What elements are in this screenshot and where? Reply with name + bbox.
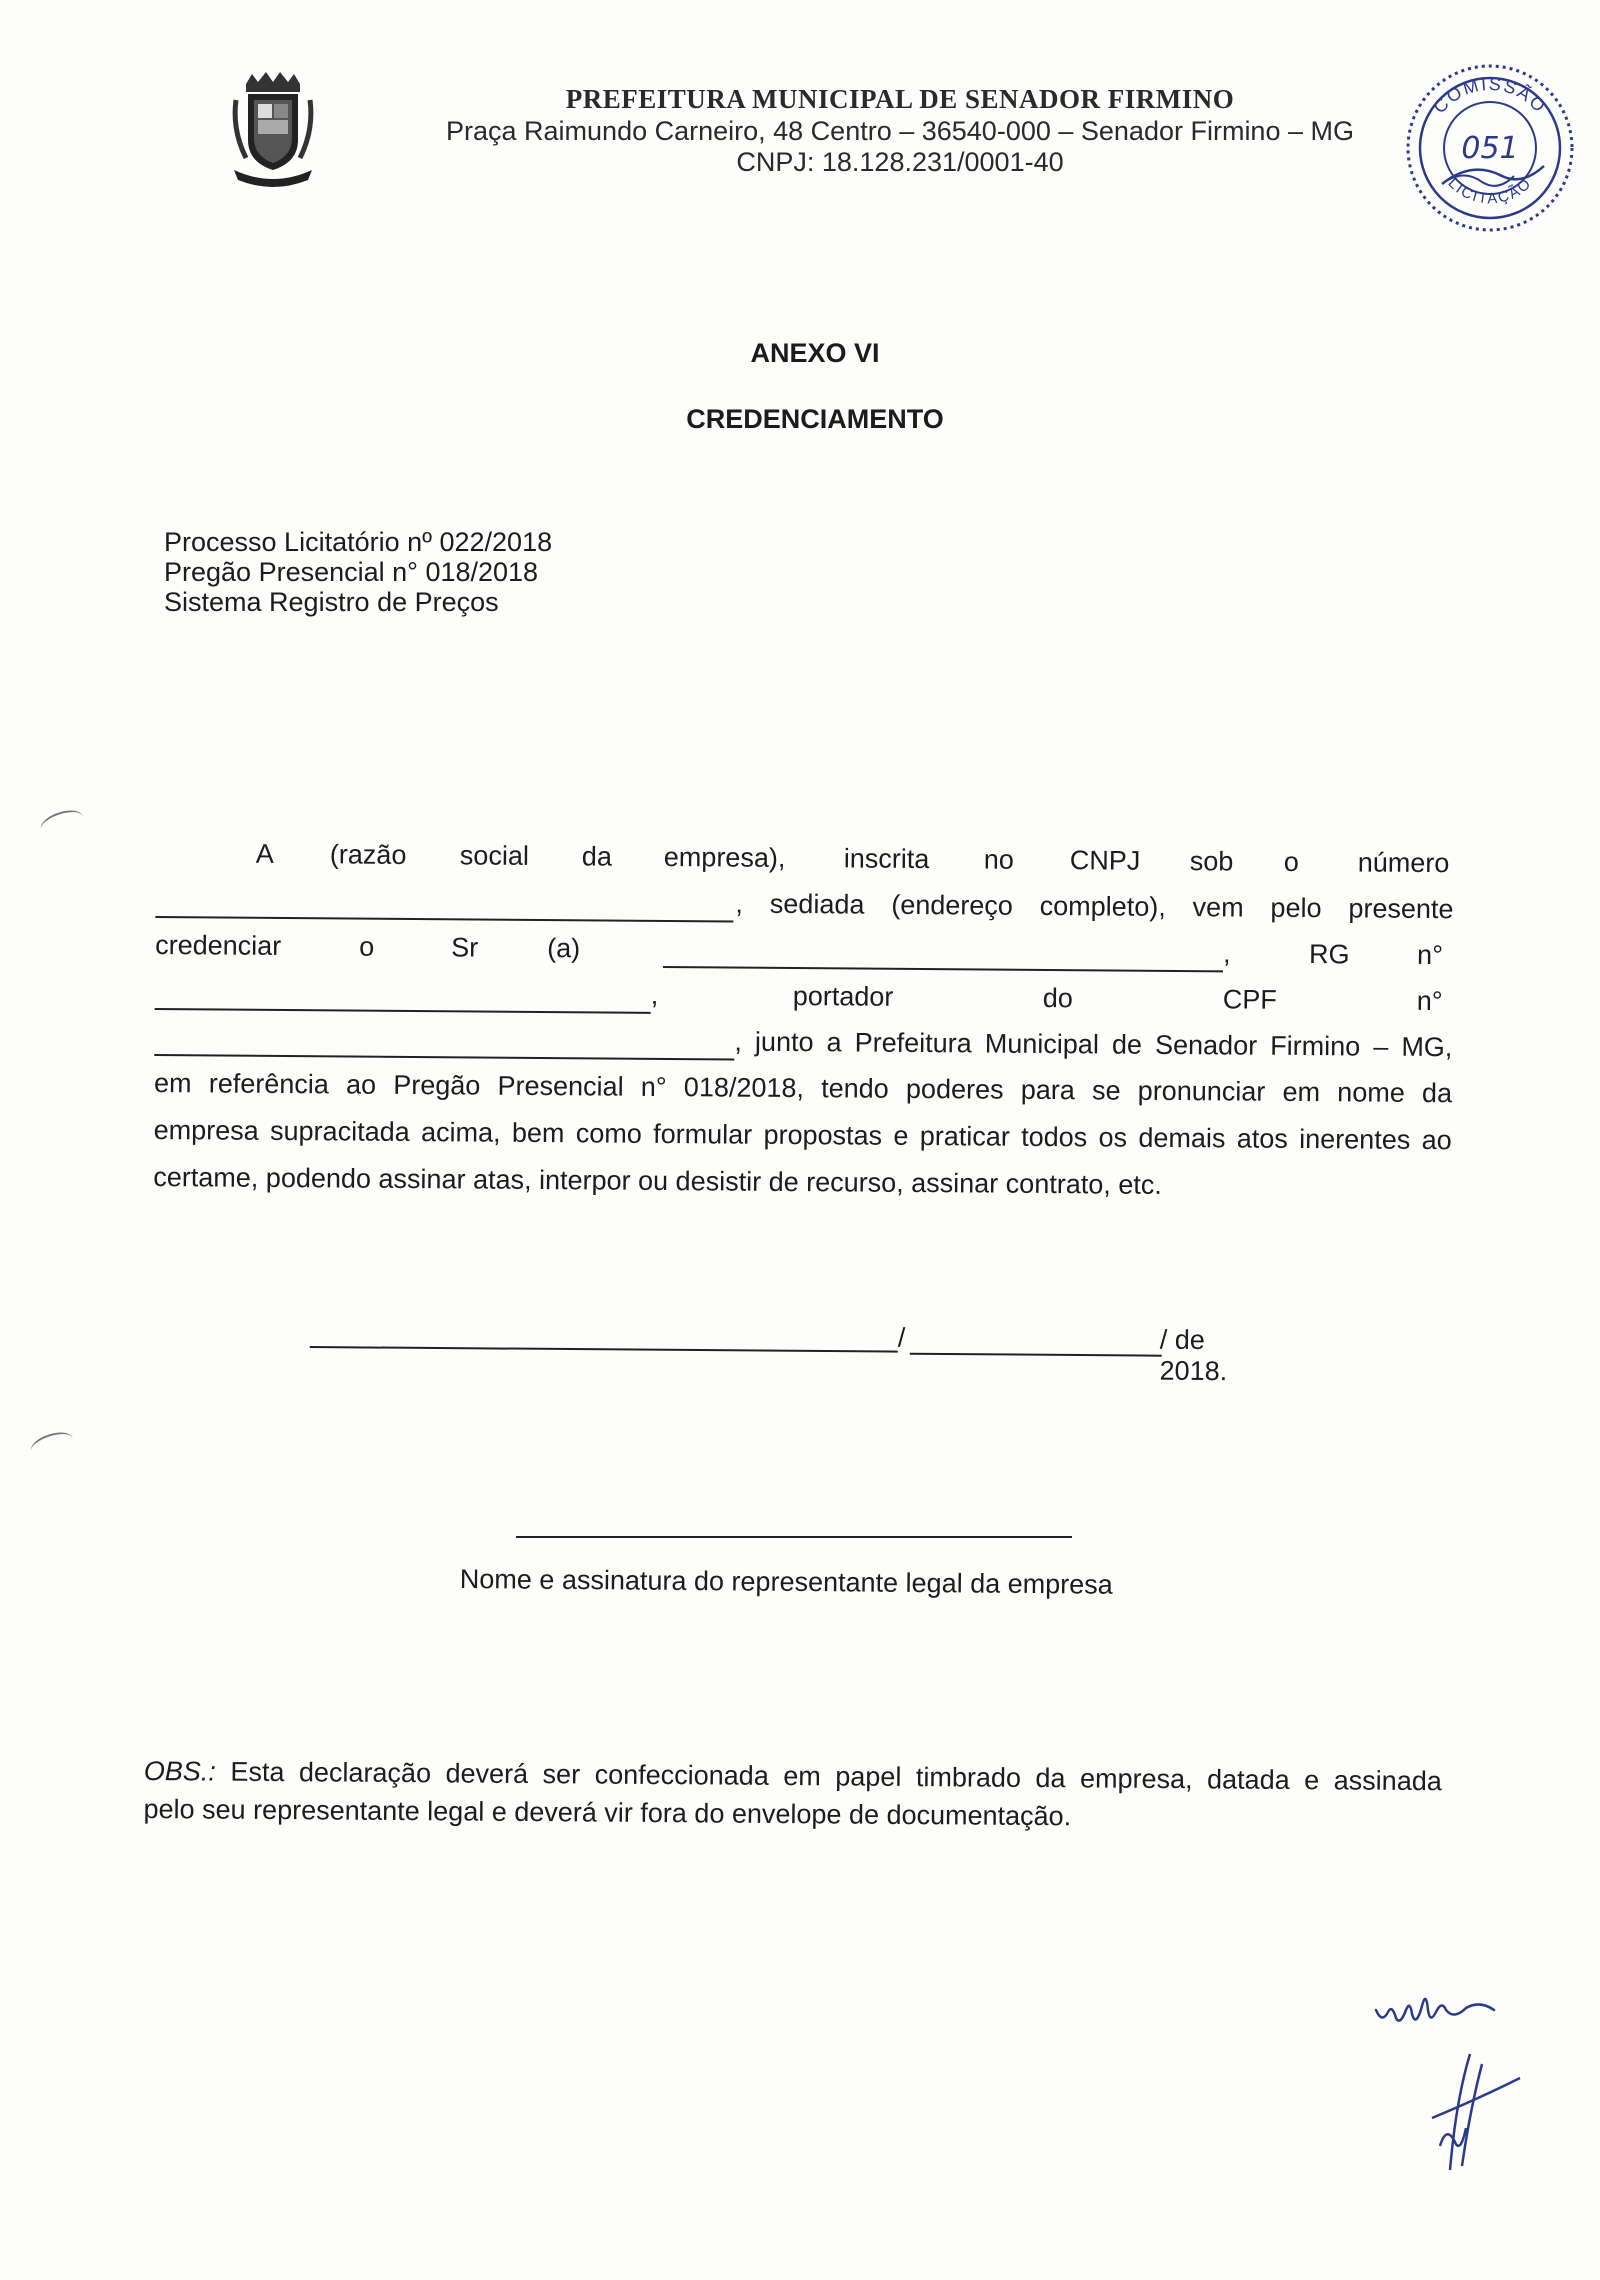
handwritten-rubric-signature	[1370, 1980, 1550, 2180]
stamp-top-text: COMISSÃO	[1429, 73, 1551, 118]
body-word: CPF	[1222, 984, 1277, 1015]
cpf-blank	[154, 1030, 734, 1061]
annex-title: ANEXO VI	[750, 338, 880, 368]
stamp-bottom-text: LICITAÇÃO	[1444, 174, 1536, 208]
body-word: ,	[1223, 938, 1231, 969]
signature-label: Nome e assinatura do representante legal da empresa	[459, 1564, 1113, 1600]
month-blank	[910, 1331, 1162, 1357]
header-cnpj: CNPJ: 18.128.231/0001-40	[736, 147, 1064, 177]
signature-line	[516, 1536, 1072, 1538]
rg-blank	[155, 984, 651, 1014]
body-word: (a)	[547, 933, 581, 964]
punch-hole-mark	[38, 806, 87, 841]
body-word: sob	[1189, 846, 1234, 877]
body-text: em referência ao Pregão Presencial n° 018/2018, tendo poderes para se pronunciar em nome da	[153, 1067, 1453, 1109]
body-word: (razão	[329, 839, 407, 870]
body-word: inscrita	[843, 843, 930, 875]
auction-number: Pregão Presencial n° 018/2018	[164, 557, 539, 587]
date-year: / de 2018.	[1159, 1324, 1228, 1387]
body-word: o	[359, 931, 375, 962]
body-word: CNPJ	[1069, 845, 1141, 876]
body-word: número	[1357, 847, 1450, 879]
body-word: no	[983, 844, 1015, 875]
stamp-number: 051	[1461, 131, 1519, 166]
representative-name-blank	[663, 942, 1223, 972]
header-address: Praça Raimundo Carneiro, 48 Centro – 36540-000 – Senador Firmino – MG	[446, 116, 1354, 146]
date-slash: /	[897, 1322, 906, 1353]
body-word: portador	[792, 981, 894, 1012]
body-word: ,	[650, 979, 659, 1010]
body-text: empresa supracitada acima, bem como formular propostas e praticar todos os demais atos inerentes ao	[153, 1114, 1452, 1156]
obs-line-2: pelo seu representante legal e deverá vir fora do envelope de documentação.	[143, 1793, 1072, 1832]
body-word: social	[459, 840, 530, 871]
body-word: n°	[1416, 985, 1443, 1017]
date-field	[310, 1318, 1280, 1387]
body-word: Sr	[451, 932, 479, 963]
cnpj-blank	[155, 892, 733, 923]
body-text: , junto a Prefeitura Municipal de Senador Firmino – MG,	[734, 1026, 1453, 1063]
commission-stamp	[1402, 58, 1578, 234]
coat-of-arms-icon	[228, 70, 318, 190]
obs-text-1: Esta declaração deverá ser confeccionada em papel timbrado da empresa, datada e assinada	[215, 1756, 1442, 1797]
body-word: o	[1283, 846, 1299, 877]
body-word: n°	[1417, 939, 1444, 971]
obs-label: OBS.:	[143, 1755, 216, 1787]
header-title: PREFEITURA MUNICIPAL DE SENADOR FIRMINO	[565, 84, 1235, 114]
process-number: Processo Licitatório nº 022/2018	[164, 527, 553, 557]
body-word: empresa),	[663, 841, 786, 873]
day-blank	[310, 1324, 898, 1353]
declaration-body	[153, 838, 1454, 1218]
body-word: do	[1042, 982, 1073, 1014]
body-row-8	[153, 1162, 1451, 1218]
body-word: credenciar	[155, 929, 282, 961]
price-registry-system: Sistema Registro de Preços	[164, 587, 499, 617]
body-text: , sediada (endereço completo), vem pelo presente	[735, 888, 1454, 925]
document-title: CREDENCIAMENTO	[686, 404, 944, 434]
body-word: A	[255, 838, 275, 869]
body-word: RG	[1309, 939, 1350, 970]
body-word: da	[581, 841, 613, 872]
svg-text:COMISSÃO	[1429, 74, 1550, 118]
punch-hole-mark	[28, 1428, 77, 1463]
body-text: certame, podendo assinar atas, interpor ou desistir de recurso, assinar contrato, etc.	[153, 1161, 1162, 1200]
observation-note	[143, 1752, 1442, 1838]
